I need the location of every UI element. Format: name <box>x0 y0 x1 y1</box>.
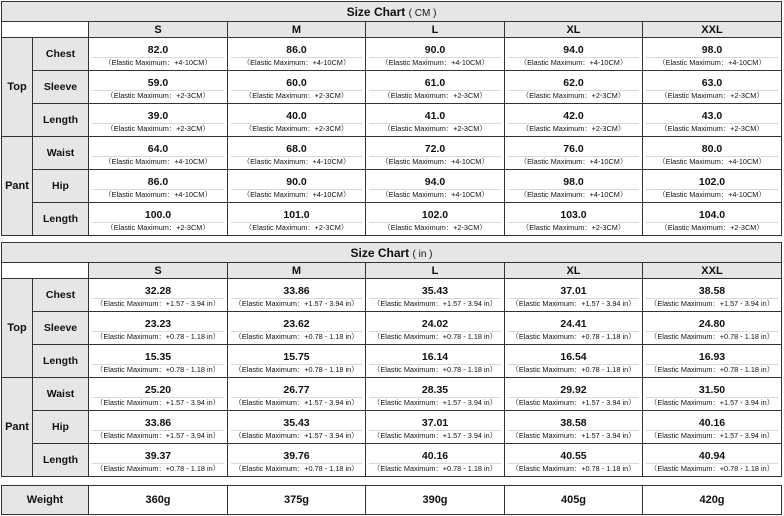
measurement-value: 40.55 <box>560 449 587 462</box>
measurement-cell <box>505 38 643 71</box>
weight-row <box>2 486 782 515</box>
size-header-s: S <box>89 263 228 279</box>
elastic-note: （Elastic Maximum：+0.78 - 1.18 in） <box>369 364 501 375</box>
elastic-note: （Elastic Maximum：+0.78 - 1.18 in） <box>646 364 778 375</box>
measurement-cell <box>643 137 782 170</box>
elastic-note: （Elastic Maximum：+2-3CM） <box>369 90 501 101</box>
table-row <box>2 312 782 345</box>
measurement-value: 39.37 <box>144 449 172 462</box>
elastic-note: （Elastic Maximum：+4-10CM） <box>646 57 778 68</box>
measurement-value: 42.0 <box>563 109 584 122</box>
elastic-note: （Elastic Maximum：+0.78 - 1.18 in） <box>92 463 224 474</box>
size-header-xxl: XXL <box>643 263 782 279</box>
measurement-value: 25.20 <box>144 383 172 396</box>
measurement-cell <box>643 378 782 411</box>
measurement-value: 72.0 <box>424 142 446 155</box>
measurement-cell <box>643 279 782 312</box>
measurement-cell <box>505 411 643 444</box>
weight-value: 360g <box>89 486 228 515</box>
elastic-note: （Elastic Maximum：+2-3CM） <box>646 123 778 134</box>
measurement-value: 16.93 <box>698 350 726 363</box>
elastic-note: （Elastic Maximum：+2-3CM） <box>92 90 224 101</box>
measurement-cell <box>228 137 366 170</box>
elastic-note: （Elastic Maximum：+2-3CM） <box>231 123 362 134</box>
measurement-cell <box>505 170 643 203</box>
measurement-cell <box>89 345 228 378</box>
measurement-cell <box>89 137 228 170</box>
measurement-label-length: Length <box>33 104 89 137</box>
chart-title-text: Size Chart <box>350 245 410 260</box>
measurement-value: 76.0 <box>563 142 584 155</box>
elastic-note: （Elastic Maximum：+2-3CM） <box>369 222 501 233</box>
elastic-note: （Elastic Maximum：+1.57 - 3.94 in） <box>646 430 778 441</box>
chart-title <box>2 2 782 22</box>
elastic-note: （Elastic Maximum：+2-3CM） <box>646 90 778 101</box>
measurement-value: 62.0 <box>563 76 584 89</box>
measurement-cell <box>505 71 643 104</box>
measurement-value: 15.35 <box>144 350 172 363</box>
chart-unit-label: ( in ) <box>412 248 433 260</box>
elastic-note: （Elastic Maximum：+1.57 - 3.94 in） <box>508 430 639 441</box>
elastic-note: （Elastic Maximum：+0.78 - 1.18 in） <box>646 463 778 474</box>
table-row <box>2 137 782 170</box>
measurement-cell <box>228 312 366 345</box>
size-chart-cm-table <box>1 1 782 236</box>
weight-label: Weight <box>2 486 89 515</box>
elastic-note: （Elastic Maximum：+4-10CM） <box>508 57 639 68</box>
measurement-cell <box>89 104 228 137</box>
elastic-note: （Elastic Maximum：+0.78 - 1.18 in） <box>508 331 639 342</box>
measurement-cell <box>89 411 228 444</box>
table-row <box>2 345 782 378</box>
elastic-note: （Elastic Maximum：+4-10CM） <box>369 57 501 68</box>
measurement-label-waist: Waist <box>33 378 89 411</box>
group-label-pant: Pant <box>2 137 33 236</box>
measurement-cell <box>366 38 505 71</box>
measurement-cell <box>366 203 505 236</box>
elastic-note: （Elastic Maximum：+0.78 - 1.18 in） <box>92 364 224 375</box>
measurement-value: 63.0 <box>701 76 723 89</box>
measurement-cell <box>228 279 366 312</box>
measurement-value: 24.41 <box>560 317 587 330</box>
elastic-note: （Elastic Maximum：+4-10CM） <box>231 189 362 200</box>
table-row <box>2 444 782 477</box>
elastic-note: （Elastic Maximum：+0.78 - 1.18 in） <box>508 364 639 375</box>
size-header-xl: XL <box>505 263 643 279</box>
measurement-value: 41.0 <box>424 109 446 122</box>
elastic-note: （Elastic Maximum：+4-10CM） <box>231 57 362 68</box>
measurement-cell <box>643 38 782 71</box>
elastic-note: （Elastic Maximum：+2-3CM） <box>646 222 778 233</box>
measurement-value: 82.0 <box>147 43 169 56</box>
elastic-note: （Elastic Maximum：+4-10CM） <box>92 189 224 200</box>
table-row <box>2 104 782 137</box>
measurement-cell <box>505 104 643 137</box>
measurement-cell <box>228 444 366 477</box>
measurement-value: 24.80 <box>698 317 726 330</box>
measurement-value: 31.50 <box>698 383 726 396</box>
measurement-cell <box>366 71 505 104</box>
measurement-value: 38.58 <box>560 416 587 429</box>
elastic-note: （Elastic Maximum：+2-3CM） <box>508 90 639 101</box>
measurement-value: 37.01 <box>560 284 587 297</box>
measurement-cell <box>505 279 643 312</box>
measurement-value: 86.0 <box>147 175 169 188</box>
measurement-cell <box>89 279 228 312</box>
weight-value: 405g <box>505 486 643 515</box>
group-label-top: Top <box>2 279 33 378</box>
measurement-cell <box>643 170 782 203</box>
elastic-note: （Elastic Maximum：+4-10CM） <box>508 189 639 200</box>
measurement-value: 29.92 <box>560 383 587 396</box>
measurement-value: 59.0 <box>147 76 169 89</box>
elastic-note: （Elastic Maximum：+1.57 - 3.94 in） <box>369 298 501 309</box>
elastic-note: （Elastic Maximum：+4-10CM） <box>92 57 224 68</box>
size-header-l: L <box>366 22 505 38</box>
elastic-note: （Elastic Maximum：+4-10CM） <box>231 156 362 167</box>
measurement-cell <box>366 345 505 378</box>
measurement-cell <box>643 411 782 444</box>
measurement-cell <box>366 104 505 137</box>
measurement-value: 15.75 <box>283 350 310 363</box>
weight-table <box>1 485 782 515</box>
measurement-value: 40.16 <box>421 449 449 462</box>
elastic-note: （Elastic Maximum：+1.57 - 3.94 in） <box>231 397 362 408</box>
measurement-value: 94.0 <box>424 175 446 188</box>
measurement-label-hip: Hip <box>33 170 89 203</box>
measurement-cell <box>643 203 782 236</box>
elastic-note: （Elastic Maximum：+1.57 - 3.94 in） <box>92 397 224 408</box>
measurement-value: 64.0 <box>147 142 169 155</box>
measurement-cell <box>228 38 366 71</box>
measurement-value: 23.23 <box>144 317 172 330</box>
elastic-note: （Elastic Maximum：+4-10CM） <box>92 156 224 167</box>
measurement-value: 80.0 <box>701 142 723 155</box>
size-header-m: M <box>228 263 366 279</box>
measurement-label-sleeve: Sleeve <box>33 312 89 345</box>
measurement-value: 101.0 <box>283 208 310 221</box>
measurement-label-length: Length <box>33 444 89 477</box>
measurement-cell <box>89 312 228 345</box>
measurement-cell <box>643 71 782 104</box>
measurement-value: 103.0 <box>560 208 587 221</box>
measurement-value: 39.0 <box>147 109 169 122</box>
elastic-note: （Elastic Maximum：+0.78 - 1.18 in） <box>231 331 362 342</box>
measurement-cell <box>505 312 643 345</box>
measurement-cell <box>89 203 228 236</box>
measurement-value: 94.0 <box>563 43 584 56</box>
measurement-value: 33.86 <box>283 284 310 297</box>
elastic-note: （Elastic Maximum：+0.78 - 1.18 in） <box>231 463 362 474</box>
elastic-note: （Elastic Maximum：+1.57 - 3.94 in） <box>508 397 639 408</box>
measurement-label-length: Length <box>33 203 89 236</box>
table-row <box>2 170 782 203</box>
elastic-note: （Elastic Maximum：+1.57 - 3.94 in） <box>508 298 639 309</box>
measurement-value: 90.0 <box>424 43 446 56</box>
elastic-note: （Elastic Maximum：+4-10CM） <box>646 156 778 167</box>
measurement-value: 86.0 <box>286 43 307 56</box>
measurement-value: 24.02 <box>421 317 449 330</box>
measurement-value: 61.0 <box>424 76 446 89</box>
chart-title-text: Size Chart <box>346 4 406 19</box>
elastic-note: （Elastic Maximum：+2-3CM） <box>231 90 362 101</box>
measurement-value: 28.35 <box>421 383 449 396</box>
elastic-note: （Elastic Maximum：+0.78 - 1.18 in） <box>231 364 362 375</box>
measurement-value: 98.0 <box>701 43 723 56</box>
elastic-note: （Elastic Maximum：+2-3CM） <box>92 222 224 233</box>
measurement-cell <box>228 170 366 203</box>
measurement-value: 100.0 <box>144 208 172 221</box>
elastic-note: （Elastic Maximum：+2-3CM） <box>92 123 224 134</box>
elastic-note: （Elastic Maximum：+1.57 - 3.94 in） <box>92 430 224 441</box>
measurement-cell <box>505 203 643 236</box>
group-label-pant: Pant <box>2 378 33 477</box>
measurement-cell <box>505 345 643 378</box>
measurement-value: 104.0 <box>698 208 726 221</box>
elastic-note: （Elastic Maximum：+2-3CM） <box>508 222 639 233</box>
header-corner <box>2 263 89 279</box>
measurement-value: 23.62 <box>283 317 310 330</box>
measurement-value: 68.0 <box>286 142 307 155</box>
measurement-cell <box>89 170 228 203</box>
elastic-note: （Elastic Maximum：+1.57 - 3.94 in） <box>231 430 362 441</box>
measurement-cell <box>89 38 228 71</box>
header-corner <box>2 22 89 38</box>
measurement-value: 35.43 <box>283 416 310 429</box>
chart-unit-label: ( CM ) <box>408 7 437 19</box>
measurement-cell <box>366 444 505 477</box>
elastic-note: （Elastic Maximum：+2-3CM） <box>231 222 362 233</box>
measurement-value: 38.58 <box>698 284 726 297</box>
measurement-value: 33.86 <box>144 416 172 429</box>
measurement-value: 98.0 <box>563 175 584 188</box>
table-row <box>2 411 782 444</box>
group-label-top: Top <box>2 38 33 137</box>
measurement-cell <box>505 137 643 170</box>
elastic-note: （Elastic Maximum：+4-10CM） <box>369 189 501 200</box>
elastic-note: （Elastic Maximum：+1.57 - 3.94 in） <box>646 298 778 309</box>
measurement-value: 102.0 <box>421 208 449 221</box>
measurement-cell <box>228 345 366 378</box>
measurement-cell <box>643 345 782 378</box>
size-header-xl: XL <box>505 22 643 38</box>
measurement-cell <box>643 444 782 477</box>
table-row <box>2 203 782 236</box>
measurement-cell <box>89 378 228 411</box>
elastic-note: （Elastic Maximum：+0.78 - 1.18 in） <box>369 331 501 342</box>
measurement-cell <box>228 378 366 411</box>
elastic-note: （Elastic Maximum：+1.57 - 3.94 in） <box>231 298 362 309</box>
measurement-label-length: Length <box>33 345 89 378</box>
measurement-cell <box>643 312 782 345</box>
measurement-value: 102.0 <box>698 175 726 188</box>
measurement-value: 26.77 <box>283 383 310 396</box>
elastic-note: （Elastic Maximum：+0.78 - 1.18 in） <box>92 331 224 342</box>
size-header-m: M <box>228 22 366 38</box>
elastic-note: （Elastic Maximum：+1.57 - 3.94 in） <box>646 397 778 408</box>
elastic-note: （Elastic Maximum：+0.78 - 1.18 in） <box>508 463 639 474</box>
measurement-value: 35.43 <box>421 284 449 297</box>
measurement-value: 43.0 <box>701 109 723 122</box>
measurement-value: 16.14 <box>421 350 449 363</box>
elastic-note: （Elastic Maximum：+1.57 - 3.94 in） <box>92 298 224 309</box>
measurement-label-chest: Chest <box>33 38 89 71</box>
measurement-value: 39.76 <box>283 449 310 462</box>
measurement-label-hip: Hip <box>33 411 89 444</box>
measurement-label-chest: Chest <box>33 279 89 312</box>
measurement-value: 60.0 <box>286 76 307 89</box>
measurement-value: 16.54 <box>560 350 587 363</box>
elastic-note: （Elastic Maximum：+2-3CM） <box>369 123 501 134</box>
size-header-l: L <box>366 263 505 279</box>
measurement-cell <box>505 378 643 411</box>
elastic-note: （Elastic Maximum：+4-10CM） <box>369 156 501 167</box>
measurement-value: 32.28 <box>144 284 172 297</box>
table-row <box>2 279 782 312</box>
elastic-note: （Elastic Maximum：+1.57 - 3.94 in） <box>369 430 501 441</box>
elastic-note: （Elastic Maximum：+0.78 - 1.18 in） <box>369 463 501 474</box>
elastic-note: （Elastic Maximum：+4-10CM） <box>508 156 639 167</box>
measurement-value: 40.94 <box>698 449 726 462</box>
chart-title <box>2 243 782 263</box>
measurement-cell <box>366 170 505 203</box>
measurement-cell <box>505 444 643 477</box>
measurement-cell <box>366 312 505 345</box>
measurement-cell <box>366 279 505 312</box>
measurement-value: 40.0 <box>286 109 307 122</box>
size-header-xxl: XXL <box>643 22 782 38</box>
measurement-cell <box>228 203 366 236</box>
table-row <box>2 38 782 71</box>
elastic-note: （Elastic Maximum：+0.78 - 1.18 in） <box>646 331 778 342</box>
measurement-cell <box>366 378 505 411</box>
measurement-cell <box>366 411 505 444</box>
measurement-cell <box>89 71 228 104</box>
elastic-note: （Elastic Maximum：+4-10CM） <box>646 189 778 200</box>
measurement-label-waist: Waist <box>33 137 89 170</box>
measurement-cell <box>89 444 228 477</box>
measurement-label-sleeve: Sleeve <box>33 71 89 104</box>
table-row <box>2 378 782 411</box>
measurement-value: 40.16 <box>698 416 726 429</box>
elastic-note: （Elastic Maximum：+2-3CM） <box>508 123 639 134</box>
weight-value: 375g <box>228 486 366 515</box>
measurement-cell <box>366 137 505 170</box>
weight-value: 390g <box>366 486 505 515</box>
size-header-s: S <box>89 22 228 38</box>
measurement-cell <box>228 411 366 444</box>
measurement-cell <box>643 104 782 137</box>
measurement-cell <box>228 104 366 137</box>
measurement-value: 37.01 <box>421 416 449 429</box>
elastic-note: （Elastic Maximum：+1.57 - 3.94 in） <box>369 397 501 408</box>
measurement-value: 90.0 <box>286 175 307 188</box>
measurement-cell <box>228 71 366 104</box>
size-chart-inch-table <box>1 242 782 477</box>
table-row <box>2 71 782 104</box>
weight-value: 420g <box>643 486 782 515</box>
